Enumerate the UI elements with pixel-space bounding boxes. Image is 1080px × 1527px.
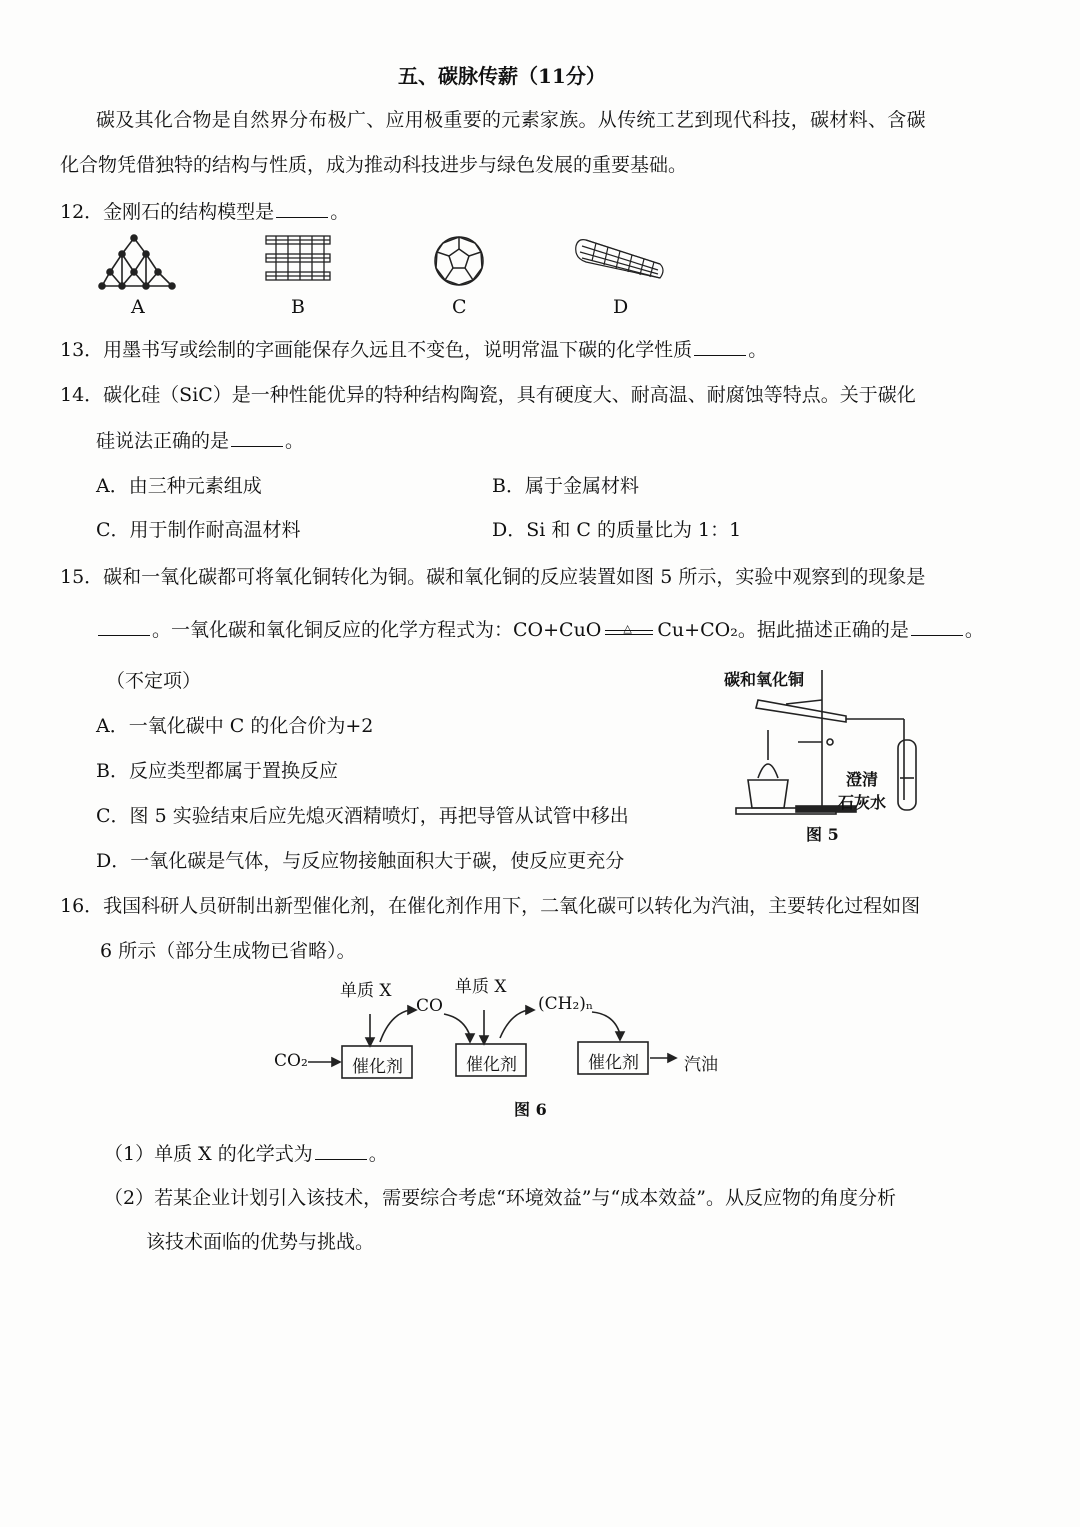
answer-blank[interactable] [231, 445, 283, 447]
q16-sub2-line-2: 该技术面临的优势与挑战。 [146, 1231, 375, 1253]
q13-stem: 13．用墨书写或绘制的字画能保存久远且不变色，说明常温下碳的化学性质 。 [60, 339, 768, 361]
fig6-reactant-x-2: 单质 X [455, 977, 507, 997]
q15-option-a: A．一氧化碳中 C 的化合价为+2 [96, 715, 374, 737]
intro-line-1: 碳及其化合物是自然界分布极广、应用极重要的元素家族。从传统工艺到现代科技，碳材料、含碳 [96, 109, 926, 131]
fig6-output-gasoline: 汽油 [684, 1055, 718, 1075]
fig5-label-limewater-1: 澄清 [846, 770, 879, 789]
answer-blank[interactable] [315, 1158, 367, 1160]
q15-stem-line-1: 15．碳和一氧化碳都可将氧化铜转化为铜。碳和氧化铜的反应装置如图 5 所示，实验中观察到的现象是 [60, 566, 926, 588]
fig6-input-co2: CO₂ [274, 1051, 308, 1071]
option-label-a: A [131, 296, 145, 318]
q14-option-b: B．属于金属材料 [492, 475, 639, 497]
option-label-c: C [452, 296, 467, 318]
q15-option-c: C．图 5 实验结束后应先熄灭酒精喷灯，再把导管从试管中移出 [96, 805, 629, 827]
nanotube-structure-model [572, 234, 666, 286]
fig6-catalyst-box-2: 催化剂 [466, 1055, 517, 1075]
fig6-catalyst-box-3: 催化剂 [588, 1053, 639, 1073]
fig6-intermediate-co: CO [416, 996, 443, 1016]
q16-sub1: （1）单质 X 的化学式为 。 [104, 1143, 388, 1165]
q16-stem-line-2: 6 所示（部分生成物已省略）。 [100, 940, 356, 962]
fig6-caption: 图 6 [514, 1100, 547, 1119]
answer-blank[interactable] [911, 634, 963, 636]
fig5-label-limewater-2: 石灰水 [838, 793, 887, 812]
option-label-b: B [291, 296, 305, 318]
intro-line-2: 化合物凭借独特的结构与性质，成为推动科技进步与绿色发展的重要基础。 [60, 154, 688, 176]
q12-stem: 12．金刚石的结构模型是 。 [60, 201, 350, 223]
answer-blank[interactable] [276, 216, 328, 218]
fig5-label-reactants: 碳和氧化铜 [724, 670, 805, 689]
q15-option-b: B．反应类型都属于置换反应 [96, 760, 338, 782]
fig5-caption: 图 5 [806, 825, 839, 844]
q16-sub2-line-1: （2）若某企业计划引入该技术，需要综合考虑“环境效益”与“成本效益”。从反应物的角度分析 [104, 1187, 896, 1209]
c60-structure-model [430, 232, 488, 290]
fig6-intermediate-ch2: (CH₂)ₙ [538, 994, 594, 1014]
q14-stem-line-2: 硅说法正确的是 。 [96, 430, 305, 452]
fig5-apparatus-drawing [728, 660, 928, 820]
q15-option-d: D．一氧化碳是气体，与反应物接触面积大于碳，使反应更充分 [96, 850, 625, 872]
diamond-structure-model [98, 232, 178, 292]
q15-note: （不定项） [106, 670, 202, 692]
answer-blank[interactable] [98, 634, 150, 636]
fig6-reactant-x-1: 单质 X [340, 981, 392, 1001]
answer-blank[interactable] [694, 354, 746, 356]
q14-option-a: A．由三种元素组成 [96, 475, 262, 497]
q14-option-c: C．用于制作耐高温材料 [96, 519, 301, 541]
q15-stem-line-2: 。一氧化碳和氧化铜反应的化学方程式为：CO+CuO △ Cu+CO₂。据此描述正确的是 。 [96, 615, 984, 642]
option-label-d: D [613, 296, 629, 318]
fig6-catalyst-box-1: 催化剂 [352, 1057, 403, 1077]
q14-stem-line-1: 14．碳化硅（SiC）是一种性能优异的特种结构陶瓷，具有硬度大、耐高温、耐腐蚀等特点。关于碳化 [60, 384, 916, 406]
q14-option-d: D．Si 和 C 的质量比为 1：1 [492, 519, 742, 541]
section-title: 五、碳脉传薪（11分） [398, 64, 606, 88]
q16-stem-line-1: 16．我国科研人员研制出新型催化剂，在催化剂作用下，二氧化碳可以转化为汽油，主要转化过程如图 [60, 895, 921, 917]
graphite-structure-model [262, 230, 336, 290]
